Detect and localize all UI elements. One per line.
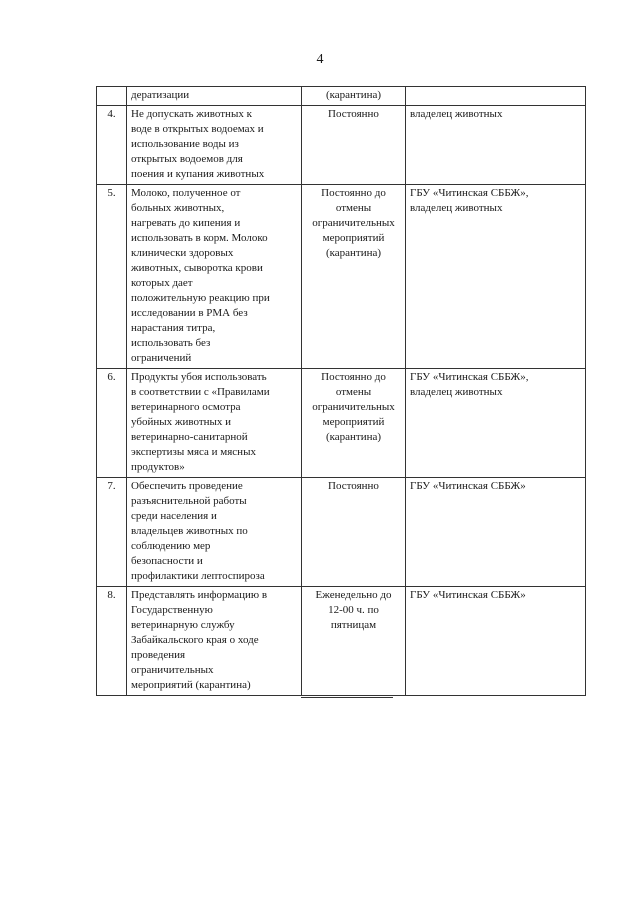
measure-line: больных животных,	[131, 202, 225, 214]
table-row	[97, 587, 586, 696]
responsible-line: владелец животных	[410, 108, 503, 120]
term-line: ограничительных	[312, 217, 395, 229]
measure-line: ограничительных	[131, 664, 214, 676]
measure-line: среди населения и	[131, 510, 217, 522]
measure-line: соблюдению мер	[131, 540, 211, 552]
table-row	[97, 478, 586, 587]
table-row	[97, 185, 586, 369]
term-line: Еженедельно до	[315, 589, 392, 601]
measure-line: Молоко, полученное от	[131, 187, 241, 199]
term-line: Постоянно	[328, 108, 379, 120]
table-row	[97, 106, 586, 185]
measure-cell	[127, 106, 302, 185]
term-line: отмены	[335, 202, 372, 214]
term-cell	[302, 587, 406, 696]
responsible-cell	[406, 587, 586, 696]
measure-line: животных, сыворотка крови	[131, 262, 263, 274]
table-row	[97, 369, 586, 478]
measure-line: Забайкальского края о ходе	[131, 634, 259, 646]
measure-line: Не допускать животных к	[131, 108, 252, 120]
measure-line: дератизации	[131, 89, 190, 101]
term-line: (карантина)	[325, 89, 382, 101]
measure-cell	[127, 369, 302, 478]
measure-line: открытых водоемов для	[131, 153, 243, 165]
measure-line: нарастания титра,	[131, 322, 216, 334]
row-number-cell: 4.	[97, 106, 127, 185]
responsible-line: ГБУ «Читинская СББЖ»,	[410, 371, 529, 383]
term-line: Постоянно до	[321, 371, 386, 383]
measures-table	[96, 86, 586, 696]
term-line: (карантина)	[325, 431, 382, 443]
term-line: (карантина)	[325, 247, 382, 259]
measure-cell	[127, 87, 302, 106]
row-number-cell: 7.	[97, 478, 127, 587]
responsible-cell	[406, 106, 586, 185]
measure-line: нагревать до кипения и	[131, 217, 241, 229]
row-number-cell: 5.	[97, 185, 127, 369]
responsible-line: владелец животных	[410, 386, 503, 398]
measure-line: профилактики лептоспироза	[131, 570, 265, 582]
measure-line: ветеринарного осмотра	[131, 401, 241, 413]
measure-line: которых дает	[131, 277, 193, 289]
row-number-cell: 6.	[97, 369, 127, 478]
row-number-cell: 8.	[97, 587, 127, 696]
row-number-cell	[97, 87, 127, 106]
term-line: мероприятий	[322, 232, 385, 244]
table-body	[97, 87, 586, 696]
responsible-line: ГБУ «Читинская СББЖ»	[410, 589, 526, 601]
measure-line: использовать без	[131, 337, 211, 349]
closing-line	[301, 697, 393, 698]
measure-line: Государственную	[131, 604, 213, 616]
measure-line: поения и купания животных	[131, 168, 265, 180]
responsible-line: владелец животных	[410, 202, 503, 214]
measure-line: экспертизы мяса и мясных	[131, 446, 256, 458]
responsible-line: ГБУ «Читинская СББЖ»	[410, 480, 526, 492]
measure-line: Обеспечить проведение	[131, 480, 243, 492]
responsible-cell	[406, 369, 586, 478]
measure-line: исследовании в РМА без	[131, 307, 248, 319]
term-line: ограничительных	[312, 401, 395, 413]
measure-line: убойных животных и	[131, 416, 232, 428]
measure-line: владельцев животных по	[131, 525, 248, 537]
term-line: отмены	[335, 386, 372, 398]
term-line: Постоянно до	[321, 187, 386, 199]
measure-cell	[127, 185, 302, 369]
responsible-cell	[406, 185, 586, 369]
measure-line: положительную реакцию при	[131, 292, 270, 304]
term-cell	[302, 478, 406, 587]
measure-line: использование воды из	[131, 138, 239, 150]
term-cell	[302, 369, 406, 478]
measure-line: Продукты убоя использовать	[131, 371, 267, 383]
measure-line: разъяснительной работы	[131, 495, 247, 507]
measure-cell	[127, 478, 302, 587]
term-cell	[302, 87, 406, 106]
measure-line: безопасности и	[131, 555, 203, 567]
measure-line: Представлять информацию в	[131, 589, 268, 601]
page-number: 4	[316, 52, 324, 67]
measure-line: в соответствии с «Правилами	[131, 386, 270, 398]
term-cell	[302, 185, 406, 369]
measure-line: ветеринарную службу	[131, 619, 235, 631]
measure-cell	[127, 587, 302, 696]
table-row	[97, 87, 586, 106]
measure-line: проведения	[131, 649, 186, 661]
responsible-cell	[406, 87, 586, 106]
measure-line: клинически здоровых	[131, 247, 234, 259]
measure-line: ограничений	[131, 352, 192, 364]
term-cell	[302, 106, 406, 185]
measure-line: продуктов»	[131, 461, 185, 473]
measure-line: использовать в корм. Молоко	[131, 232, 268, 244]
measure-line: ветеринарно-санитарной	[131, 431, 248, 443]
responsible-line: ГБУ «Читинская СББЖ»,	[410, 187, 529, 199]
responsible-cell	[406, 478, 586, 587]
measure-line: воде в открытых водоемах и	[131, 123, 264, 135]
measure-line: мероприятий (карантина)	[131, 679, 251, 691]
term-line: Постоянно	[328, 480, 379, 492]
term-line: 12-00 ч. по	[328, 604, 379, 616]
term-line: мероприятий	[322, 416, 385, 428]
term-line: пятницам	[330, 619, 377, 631]
